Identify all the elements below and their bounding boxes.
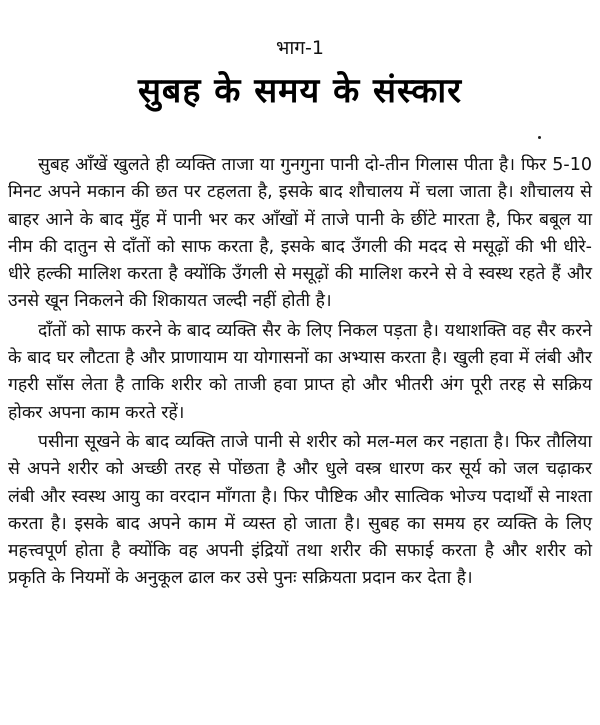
paragraph-1: सुबह आँखें खुलते ही व्यक्ति ताजा या गुनगुना पानी दो-तीन गिलास पीता है। फिर 5-10 मिनट अपने मकान की छत पर टहलता है, इसके बाद शौचालय में चला जाता है। शौचालय से बाहर आने के बाद मुँह में पानी भर कर आँखों में ताजे पानी के छींटे मारता है, फिर बबूल या नीम की दातुन से दाँतों को साफ करता है, इसके बाद उँगली की मदद से मसूढ़ों की भी धीरे-धीरे हल्की मालिश करता है क्योंकि उँगली से मसूढ़ों की मालिश करने से वे स्वस्थ रहते हैं और उनसे खून निकलने की शिकायत जल्दी नहीं होती है।	[8, 155, 592, 312]
part-label: भाग-1	[276, 37, 324, 59]
paragraph-2: दाँतों को साफ करने के बाद व्यक्ति सैर के लिए निकल पड़ता है। यथाशक्ति वह सैर करने के बाद घर लौटता है और प्राणायाम या योगासनों का अभ्यास करता है। खुली हवा में लंबी और गहरी साँस लेता है ताकि शरीर को ताजी हवा प्राप्त हो और भीतरी अंग पूरी तरह से सक्रिय होकर अपना काम करते रहें।	[8, 320, 592, 423]
paragraph-3: पसीना सूखने के बाद व्यक्ति ताजे पानी से शरीर को मल-मल कर नहाता है। फिर तौलिया से अपने शरीर को अच्छी तरह से पोंछता है और धुले वस्त्र धारण कर सूर्य को जल चढ़ाकर लंबी और स्वस्थ आयु का वरदान माँगता है। फिर पौष्टिक और सात्विक भोज्य पदार्थों से नाश्ता करता है। इसके बाद अपने काम में व्यस्त हो जाता है। सुबह का समय हर व्यक्ति के लिए महत्त्वपूर्ण होता है क्योंकि वह अपनी इंद्रियों तथा शरीर की सफाई करता है और शरीर को प्रकृति के नियमों के अनुकूल ढाल कर उसे पुनः सक्रियता प्रदान कर देता है।	[8, 431, 592, 589]
ink-speck	[538, 136, 541, 139]
body-text	[8, 152, 592, 595]
chapter-title: सुबह के समय के संस्कार	[137, 71, 463, 111]
